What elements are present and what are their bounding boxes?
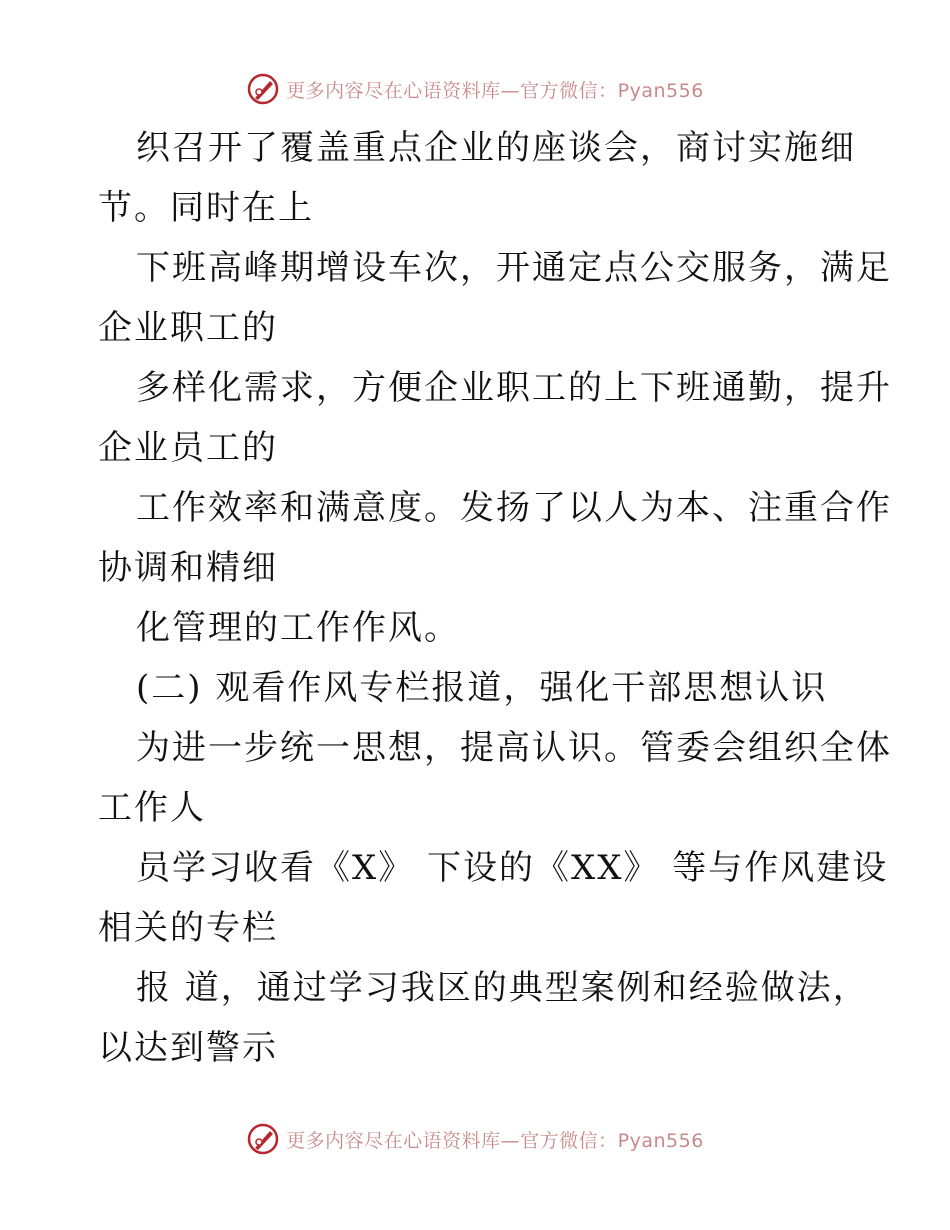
watermark-text: 更多内容尽在心语资料库—官方微信：Pyan556 bbox=[286, 79, 704, 102]
quill-logo-icon bbox=[246, 72, 280, 106]
text-line: 多样化需求，方便企业职工的上下班通勤，提升 bbox=[136, 368, 892, 408]
text-line: 以达到警示 bbox=[98, 1028, 278, 1068]
text-line: 工作效率和满意度。发扬了以人为本、注重合作 bbox=[136, 488, 892, 528]
text-line: 织召开了覆盖重点企业的座谈会，商讨实施细 bbox=[136, 128, 856, 168]
text-line: 为进一步统一思想，提高认识。管委会组织全体 bbox=[136, 728, 892, 768]
text-line: 报 道，通过学习我区的典型案例和经验做法， bbox=[136, 968, 869, 1008]
text-line: 企业员工的 bbox=[98, 428, 278, 468]
text-line: 下班高峰期增设车次，开通定点公交服务，满足 bbox=[136, 248, 892, 288]
header-watermark bbox=[0, 72, 950, 106]
text-line: 相关的专栏 bbox=[98, 908, 278, 948]
text-line: 工作人 bbox=[98, 788, 206, 828]
text-line: 企业职工的 bbox=[98, 308, 278, 348]
quill-logo-icon bbox=[246, 1122, 280, 1156]
section-heading: (二) 观看作风专栏报道，强化干部思想认识 bbox=[136, 668, 828, 708]
footer-watermark bbox=[0, 1122, 950, 1156]
text-line: 协调和精细 bbox=[98, 548, 278, 588]
text-line: 节。同时在上 bbox=[98, 188, 314, 228]
document-body bbox=[98, 118, 892, 1078]
text-line: 员学习收看《X》 下设的《XX》 等与作风建设 bbox=[136, 848, 889, 888]
text-line: 化管理的工作作风。 bbox=[136, 608, 460, 648]
watermark-text: 更多内容尽在心语资料库—官方微信：Pyan556 bbox=[286, 1129, 704, 1152]
